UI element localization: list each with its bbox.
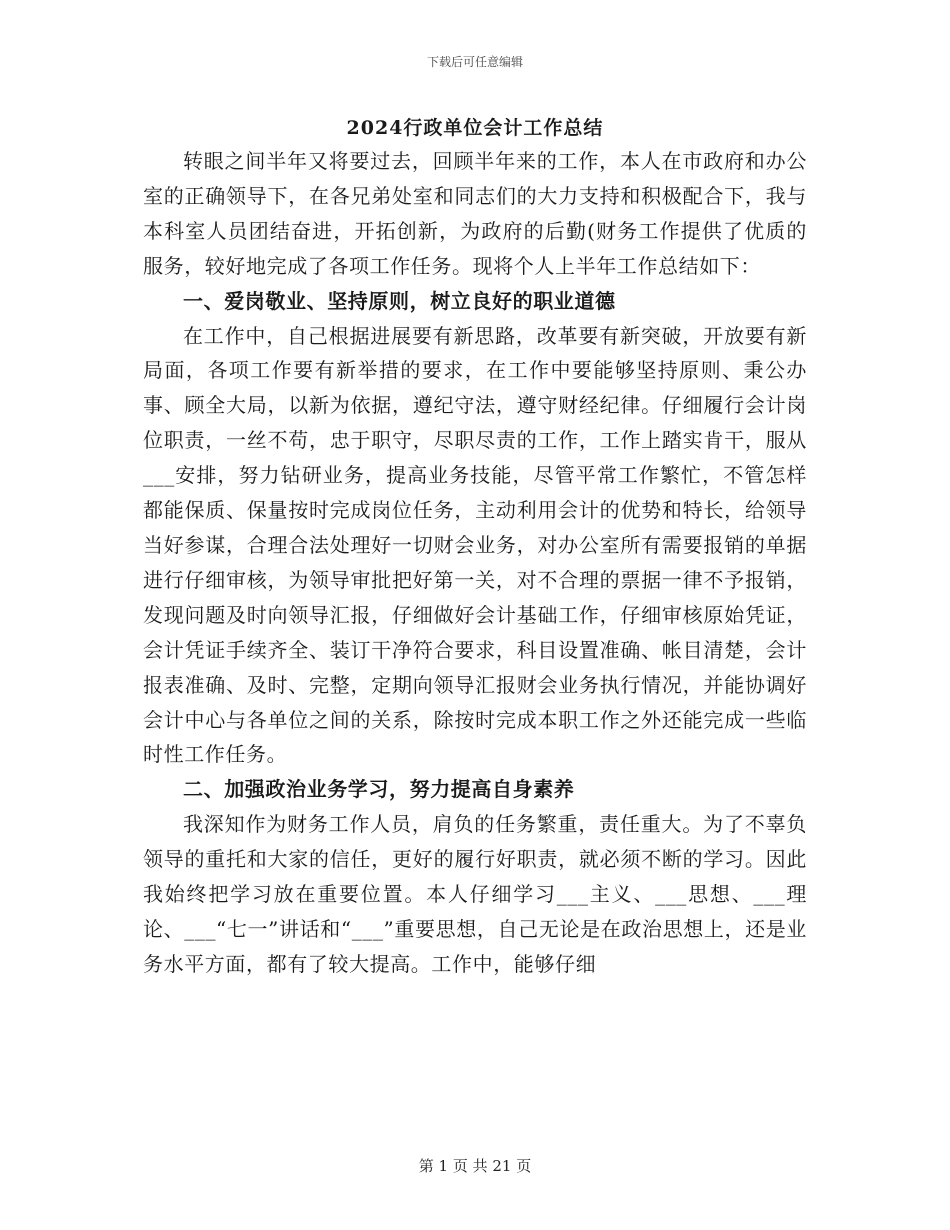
section-heading-2: 二、加强政治业务学习，努力提高自身素养 (183, 777, 575, 802)
section-heading-1: 一、爱岗敬业、坚持原则，树立良好的职业道德 (183, 288, 616, 313)
section-1-paragraph: 在工作中，自己根据进展要有新思路，改革要有新突破，开放要有新局面，各项工作要有新举措的要求，在工作中要能够坚持原则、秉公办事、顾全大局，以新为依据，遵纪守法，遵守财经纪律。仔细履行会计岗位职责，一丝不苟，忠于职守，尽职尽责的工作，工作上踏实肯干，服从___安排，努力钻研业务，提高业务技能，尽管平常工作繁忙，不管怎样都能保质、保量按时完成岗位任务，主动利用会计的优势和特长，给领导当好参谋，合理合法处理好一切财会业务，对办公室所有需要报销的单据进行仔细审核，为领导审批把好第一关，对不合理的票据一律不予报销，发现问题及时向领导汇报，仔细做好会计基础工作，仔细审核原始凭证，会计凭证手续齐全、装订干净符合要求，科目设置准确、帐目清楚，会计报表准确、及时、完整，定期向领导汇报财会业务执行情况，并能协调好会计中心与各单位之间的关系，除按时完成本职工作之外还能完成一些临时性工作任务。 (143, 323, 807, 767)
page-footer: 第 1 页 共 21 页 (418, 1157, 532, 1175)
document-body (143, 113, 807, 982)
intro-paragraph: 转眼之间半年又将要过去，回顾半年来的工作，本人在市政府和办公室的正确领导下，在各兄弟处室和同志们的大力支持和积极配合下，我与本科室人员团结奋进，开拓创新，为政府的后勤(财务工作提供了优质的服务，较好地完成了各项工作任务。现将个人上半年工作总结如下： (143, 149, 807, 278)
section-2-paragraph: 我深知作为财务工作人员，肩负的任务繁重，责任重大。为了不辜负领导的重托和大家的信任，更好的履行好职责，就必须不断的学习。因此我始终把学习放在重要位置。本人仔细学习___主义、___思想、___理论、___“七一”讲话和“___”重要思想，自己无论是在政治思想上，还是业务水平方面，都有了较大提高。工作中，能够仔细 (143, 812, 807, 976)
page-header-note: 下载后可任意编辑 (426, 55, 523, 69)
document-title: 2024行政单位会计工作总结 (346, 117, 604, 139)
